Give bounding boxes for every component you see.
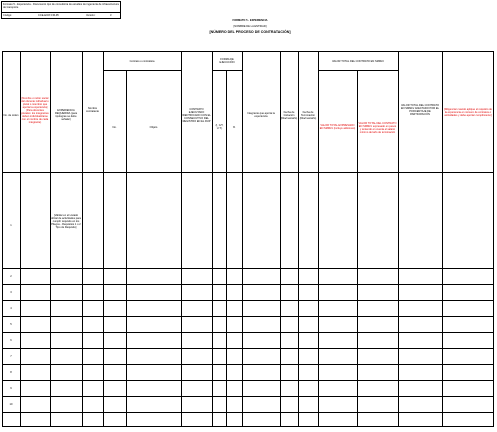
code-label: Código: <box>3 14 12 17</box>
col-otros: [Diligenciar cuando aplique el requisito de la experiencia en número de contratos o actividades y debe aportar cumplimiento] <box>443 107 493 117</box>
row-num: 8 <box>10 370 12 374</box>
col-fecha-inicio: Fecha de Iniciación (Día/mes/año) <box>280 110 298 120</box>
header-title: Formato 5 - Experiencia - Documento tipo de consultoría de estudios de ingeniería de infraestructura de transporte <box>3 3 120 9</box>
row-num: 6 <box>10 338 12 342</box>
row-num: 7 <box>10 354 12 358</box>
code-value: CCE-EICP-FM-95 <box>38 14 59 17</box>
doc-line2: [NOMBRE DE LA ENTIDAD] <box>233 25 267 28</box>
col-experiencia: EXPERIENCIA REQUERIDA (para tipologías se debe señalar) <box>54 109 78 121</box>
col-num-orden: No. de orden <box>3 113 19 117</box>
col-contratante: Nombre contratante <box>86 107 99 113</box>
col-valor-smmlv: VALOR TOTAL DEL CONTRATO EN SMMLV expresado en pesos y teniendo en cuenta el salario mínimo del año de terminación <box>358 122 398 134</box>
doc-line3: [NÚMERO DEL PROCESO DE CONTRATACIÓN] <box>209 30 291 34</box>
col-valor-group: VALOR TOTAL DEL CONTRATO EN SMMLV <box>331 59 385 63</box>
row-num: 9 <box>10 386 12 390</box>
version-value: 3 <box>110 14 112 17</box>
col-contrato-ejecutado: CONTRATO EJECUTADO IDENTIFICADO CON EL CONSECUTIVO DEL REGISTRO EN EL RUP <box>182 107 212 123</box>
col-no: No. <box>112 125 117 129</box>
col-fecha-fin: Fecha de Terminación (Día/mes/año) <box>299 110 317 120</box>
col-cf: (I, C/T, U.T.) <box>215 124 225 130</box>
row-num: 4 <box>10 306 12 310</box>
row-num: 2 <box>10 274 12 278</box>
row-1-note: [Validar en el Listado oficial de actividades para cumplir requisito en los Pliegos - Requisitos 1 o 2 Tipo de Requisito] <box>51 213 82 229</box>
col-contrato-group: Contrato o contratista <box>129 59 155 63</box>
col-integrante: Integrante que aporta la experiencia <box>247 112 276 118</box>
col-forma-group: FORMA DE EJECUCIÓN <box>219 58 235 64</box>
version-label: Versión: <box>86 14 96 17</box>
row-num: 10 <box>9 402 13 406</box>
col-valor-total: VALOR TOTAL EXPRESADO EN SMMLV (incluye adiciones) <box>319 124 356 130</box>
doc-line1: FORMATO 5 - EXPERIENCIA <box>232 19 268 22</box>
row-1-num: 1 <box>10 223 12 227</box>
row-num: 5 <box>10 322 12 326</box>
col-objeto: Objeto <box>149 125 158 129</box>
col-valor-participacion: VALOR TOTAL DEL CONTRATO EN SMMLV AFECTADO POR EL PORCENTAJE DE PARTICIPACIÓN <box>400 104 440 116</box>
col-pct: % <box>232 125 236 129</box>
col-entity: [Nombre o razón social del oferente individual o plural o miembro que aporta la experiencia] (Para oferentes plurales: los integrantes deben individualizarse con el nombre de cada integrante) <box>21 96 50 124</box>
row-num: 3 <box>10 290 12 294</box>
